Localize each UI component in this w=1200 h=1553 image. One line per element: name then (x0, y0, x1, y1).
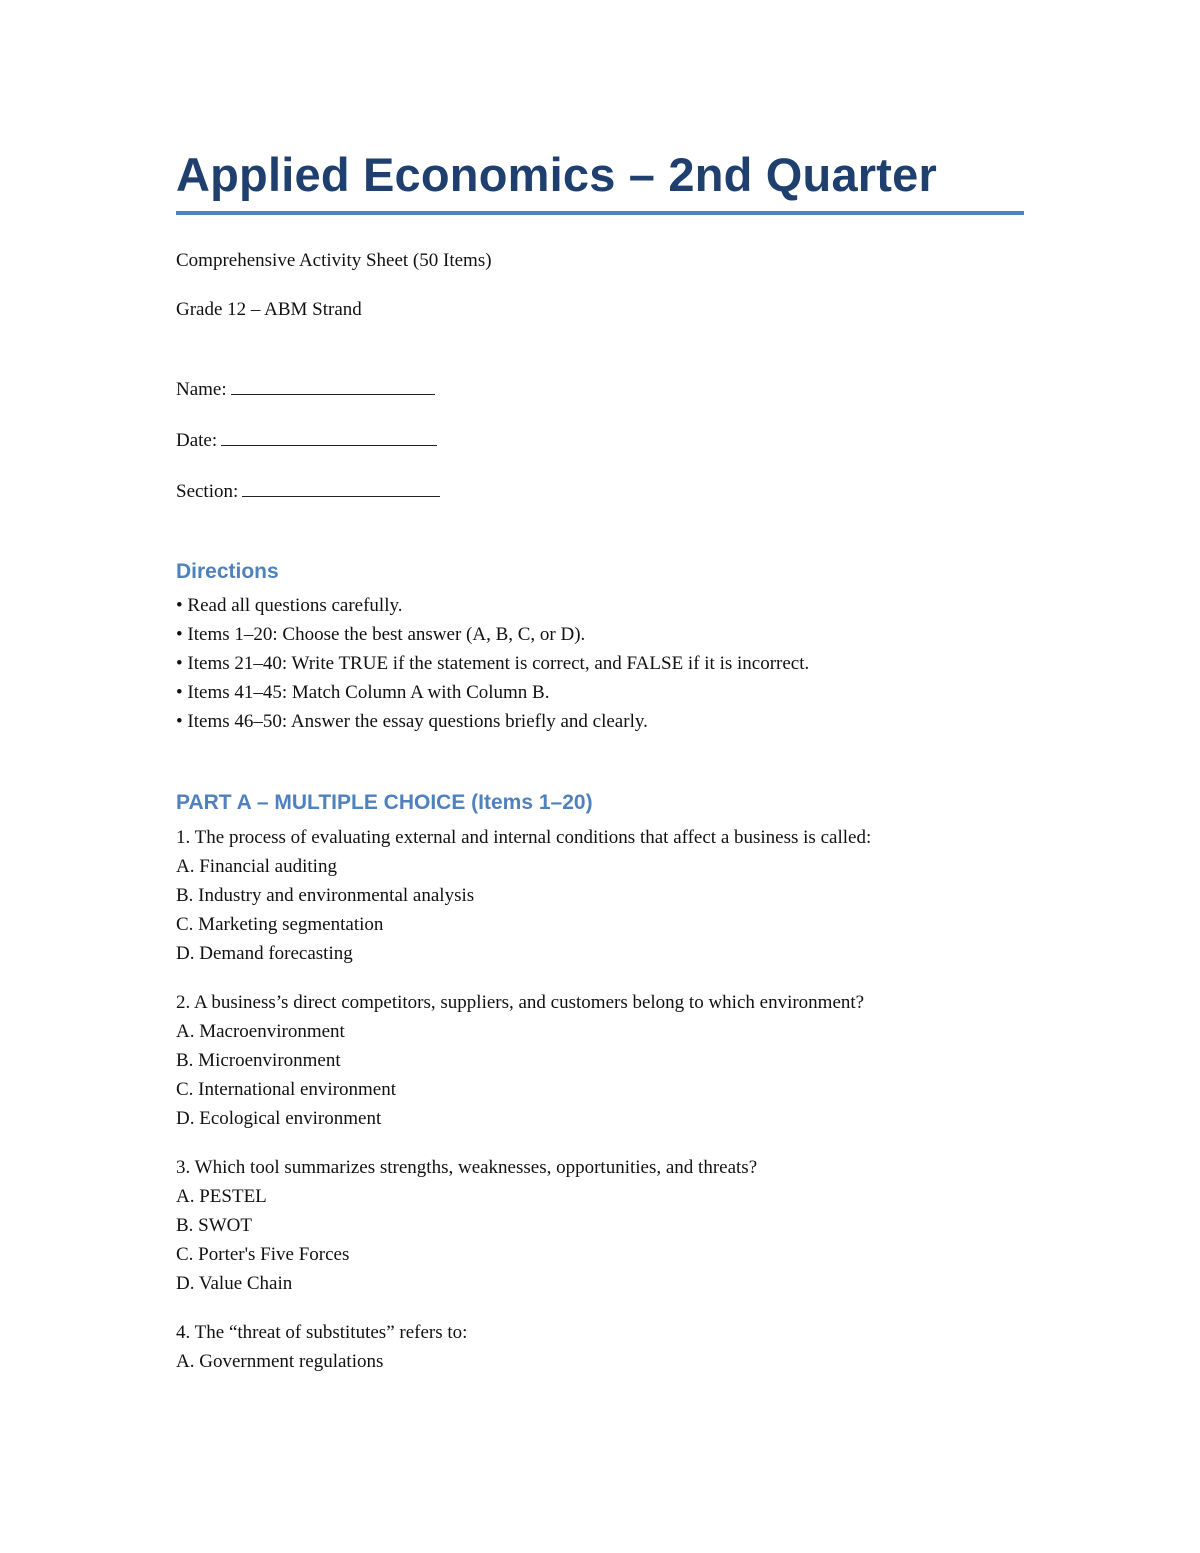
question-text: 1. The process of evaluating external and internal conditions that affect a business is called: (176, 827, 872, 848)
answer-option: A. Government regulations (176, 1351, 384, 1372)
directions-list (176, 591, 1024, 736)
part-a-heading: PART A – MULTIPLE CHOICE (Items 1–20) (176, 791, 593, 814)
answer-option: A. Financial auditing (176, 856, 337, 877)
question-3 (176, 1153, 1024, 1298)
direction-item: • Items 21–40: Write TRUE if the statement is correct, and FALSE if it is incorrect. (176, 653, 810, 674)
answer-option: C. Marketing segmentation (176, 914, 384, 935)
student-info-fields (176, 376, 1024, 504)
answer-option: B. Industry and environmental analysis (176, 885, 475, 906)
answer-option: A. PESTEL (176, 1186, 267, 1207)
direction-item: • Items 46–50: Answer the essay questions briefly and clearly. (176, 711, 648, 732)
grade-strand-line: Grade 12 – ABM Strand (176, 299, 362, 320)
question-4 (176, 1318, 1024, 1376)
name-field (176, 376, 1024, 402)
question-2 (176, 988, 1024, 1133)
answer-option: D. Ecological environment (176, 1108, 382, 1129)
section-field (176, 478, 1024, 504)
document-title: Applied Economics – 2nd Quarter (176, 148, 937, 201)
answer-option: B. Microenvironment (176, 1050, 341, 1071)
section-blank-line[interactable] (242, 478, 440, 497)
name-label: Name: (176, 379, 227, 400)
question-text: 2. A business’s direct competitors, suppliers, and customers belong to which environment? (176, 992, 865, 1013)
section-label: Section: (176, 481, 239, 502)
name-blank-line[interactable] (231, 376, 435, 395)
answer-option: C. Porter's Five Forces (176, 1244, 350, 1265)
direction-item: • Items 1–20: Choose the best answer (A, B, C, or D). (176, 624, 586, 645)
answer-option: D. Value Chain (176, 1273, 293, 1294)
document-content (176, 146, 1024, 1376)
answer-option: C. International environment (176, 1079, 397, 1100)
title-underline-rule (176, 211, 1024, 215)
answer-option: A. Macroenvironment (176, 1021, 345, 1042)
date-field (176, 427, 1024, 453)
answer-option: D. Demand forecasting (176, 943, 353, 964)
question-1 (176, 823, 1024, 968)
date-label: Date: (176, 430, 218, 451)
date-blank-line[interactable] (221, 427, 437, 446)
answer-option: B. SWOT (176, 1215, 252, 1236)
document-subtitle: Comprehensive Activity Sheet (50 Items) (176, 250, 492, 271)
direction-item: • Read all questions carefully. (176, 595, 403, 616)
directions-heading: Directions (176, 560, 279, 583)
question-text: 3. Which tool summarizes strengths, weaknesses, opportunities, and threats? (176, 1157, 758, 1178)
direction-item: • Items 41–45: Match Column A with Column B. (176, 682, 550, 703)
question-text: 4. The “threat of substitutes” refers to: (176, 1322, 468, 1343)
